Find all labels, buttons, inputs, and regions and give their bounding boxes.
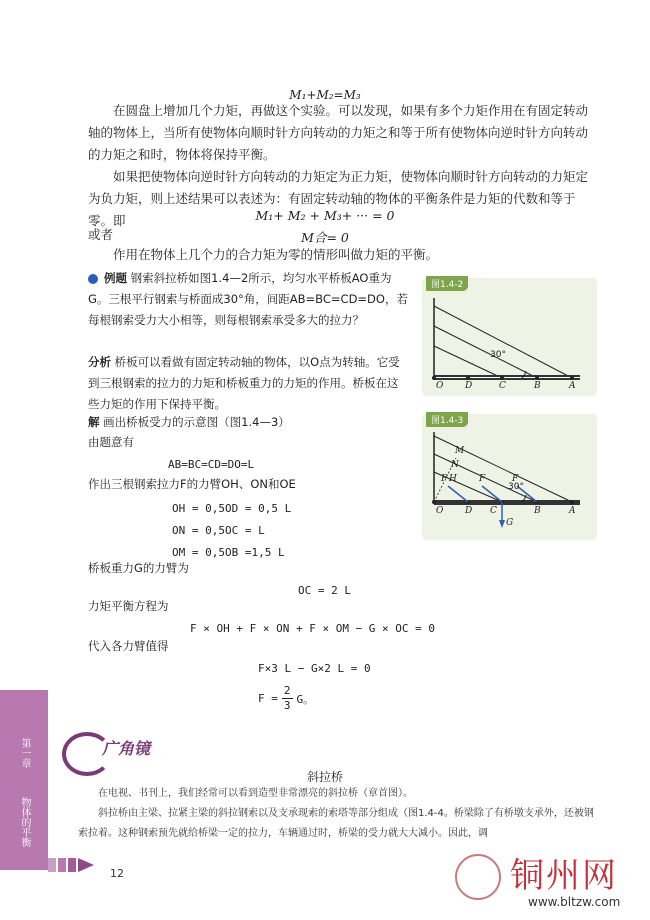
example-tag: 例题: [104, 271, 127, 285]
paragraph-1: 在圆盘上增加几个力矩，再做这个实验。可以发现，如果有多个力矩作用在有固定转动轴的物体上，当所有使物体向顺时针方向转动的力矩之和等于所有使物体向逆时针方向转动的力矩之和时，物体将保持平衡。: [88, 103, 589, 162]
substitute-label: 代入各力臂值得: [88, 639, 169, 653]
analysis-text: 桥板可以看做有固定转动轴的物体，以O点为转轴。它受到三根钢索的拉力的力矩和桥板重力的力矩的作用。桥板在这些力矩的作用下保持平衡。: [88, 355, 400, 411]
analysis-block: [88, 352, 408, 415]
page-arrows-decoration: [48, 858, 100, 872]
figure-1-4-2: [422, 278, 597, 396]
gravity-arm-label: 桥板重力G的力臂为: [88, 561, 189, 575]
figure-1-4-3-mark-f2: F: [479, 474, 486, 484]
section-title: 广角镜: [102, 739, 151, 758]
result-equation: [258, 684, 314, 713]
figure-1-4-3-point-d: D: [465, 506, 473, 516]
chapter-sidebar-text: [0, 730, 48, 862]
result-denominator: 3: [283, 699, 291, 712]
solution-line: [88, 412, 290, 433]
figure-1-4-3-mark-h: H: [449, 474, 457, 484]
arm-om: OM = 0,5OB =1,5 L: [172, 546, 285, 559]
figure-1-4-2-point-c: C: [499, 381, 506, 391]
total-equation: M合= 0: [301, 230, 349, 245]
figure-1-4-3-mark-f3: F: [512, 474, 519, 484]
watermark-url: www.bltzw.com: [528, 895, 621, 909]
section-line-2: 斜拉桥由主梁、拉紧主梁的斜拉钢索以及支承现索的索塔等部分组成（图1.4-4。桥梁除了有桥墩支承外，还被钢索拉着。这种钢索预先就给桥梁一定的拉力，车辆通过时，桥梁的受力就大大减小。因此，调: [78, 808, 594, 839]
paragraph-2: 如果把使物体向逆时针方向转动的力矩定为正力矩，使物体向顺时针方向转动的力矩定为负力矩，则上述结果可以表述为：有固定转动轴的物体的平衡条件是力矩的代数和等于零。即: [88, 169, 589, 228]
figure-1-4-3-label: 图1.4-3: [426, 412, 468, 427]
gravity-arm: OC = 2 L: [298, 584, 351, 597]
arms-intro: 作出三根钢索拉力F的力臂OH、ON和OE: [88, 477, 296, 491]
figure-1-4-3-point-c: C: [490, 506, 497, 516]
top-equation: M₁+M₂=M₃: [289, 88, 361, 102]
figure-1-4-2-diagram: [422, 278, 597, 396]
section-subtitle: 斜拉桥: [306, 770, 343, 784]
sum-equation: M₁+ M₂ + M₃+ ··· = 0: [255, 208, 395, 223]
figure-1-4-2-point-a: A: [569, 381, 576, 391]
example-text: 钢索斜拉桥如图1.4—2所示，均匀水平桥板AO重为G。三根平行钢索与桥面成30°角，间距AB=BC=CD=DO，若每根钢索受力大小相等，则每根钢索承受多大的拉力？: [88, 271, 408, 327]
result-numerator: 2: [283, 684, 291, 697]
chapter-title: 物体的平衡: [19, 797, 30, 847]
section-line-1: 在电视、书刊上，我们经常可以看到造型非常漂亮的斜拉桥（章首图）。: [98, 788, 413, 799]
watermark-seal-icon: [455, 854, 501, 900]
figure-1-4-3-mark-f1: F: [441, 474, 448, 484]
figure-1-4-2-label: 图1.4-2: [426, 276, 468, 291]
analysis-label: 分析: [88, 355, 111, 369]
figure-1-4-3-point-b: B: [534, 506, 541, 516]
solution-intro: 画出桥板受力的示意图（图1.4—3）: [103, 415, 290, 429]
chapter-number: 第一章: [19, 738, 30, 768]
paragraph-3: 作用在物体上几个力的合力矩为零的情形叫做力矩的平衡。: [113, 247, 439, 262]
figure-1-4-2-point-b: B: [534, 381, 541, 391]
given-equation: AB=BC=CD=DO=L: [168, 458, 255, 471]
page-number: 12: [110, 867, 124, 880]
arm-on: ON = 0,5OC = L: [172, 524, 265, 537]
result-fraction: [282, 684, 293, 713]
result-rhs: G。: [296, 692, 315, 706]
figure-1-4-3-mark-m: M: [455, 446, 465, 456]
or-label: 或者: [88, 227, 114, 242]
arm-oh: OH = 0,5OD = 0,5 L: [172, 502, 292, 515]
figure-1-4-3-point-o: O: [436, 506, 444, 516]
figure-1-4-3-mark-g: G: [506, 518, 514, 528]
substitute-equation: F×3 L − G×2 L = 0: [258, 662, 371, 675]
figure-1-4-3: [422, 414, 597, 540]
figure-1-4-3-point-a: A: [569, 506, 576, 516]
figure-1-4-3-angle: 30°: [508, 482, 524, 492]
given-label: 由题意有: [88, 435, 134, 449]
watermark-text: 铜州网: [510, 856, 618, 896]
figure-1-4-2-point-o: O: [436, 381, 444, 391]
result-lhs: F =: [258, 692, 278, 705]
figure-1-4-2-angle: 30°: [490, 350, 506, 360]
balance-label: 力矩平衡方程为: [88, 599, 169, 613]
balance-equation: F × OH + F × ON + F × OM − G × OC = 0: [190, 622, 436, 635]
solution-label: 解: [88, 415, 100, 429]
figure-1-4-3-mark-n: N: [451, 460, 459, 470]
section-header: [62, 730, 212, 770]
figure-1-4-2-point-d: D: [465, 381, 473, 391]
example-block: [88, 268, 408, 331]
example-arrow-icon: [88, 274, 98, 284]
